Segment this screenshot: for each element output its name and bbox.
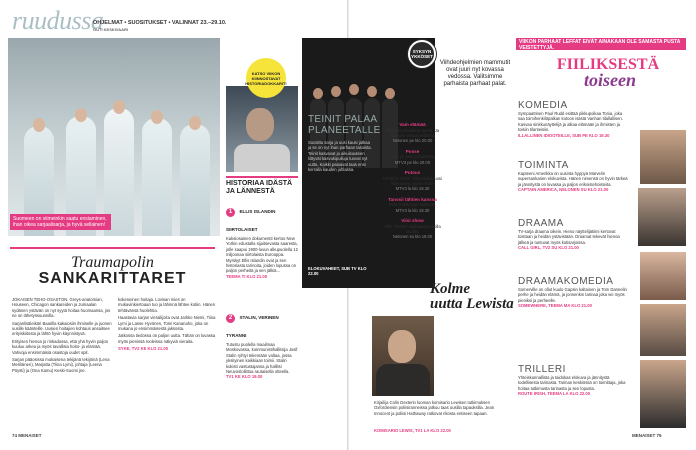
- list-item-title: Vain elämää: [399, 122, 426, 127]
- history-item-text: Tutustu puolella maailmaa Moskovassa, kommunistihallitsija Josif Stalin ryhtyi tekemään valtaa, jossa yksityinen kaikkiaan toimii. Stalin kukisti vastustajansa ja hallitsi Neuvostoliittoa rautaisella otteella.: [226, 342, 298, 375]
- history-item-text: Kaksiosainen dokumentti kertoo New Yorkin edustalla sijaitsevasta saaresta, jolle saapui 1900-luvun alkupuolella 12 miljoonaa siirtolaista Eurooppa. Myrskyt Ellis Islandin ovat ja sen historiasta tarinoita, joiden lopussa on paljon perheitä ja sen jälkiä...: [226, 236, 298, 274]
- category-title: KOMEDIA: [518, 100, 568, 111]
- lewis-suit: [376, 364, 430, 396]
- lewis-text: Kirjailija Colin Dexterin luoman komisario Lewisen tutkimuksen Oxfordiensin poliisiranneissa jatkuu taas uusilla tapauksilla. Jean Innocent ja poliisi Hathaway ratkovat rikosta entiseen tapaan.: [374, 400, 495, 416]
- history-item-title: ELLIS ISLANDIN SIIRTOLAISET: [226, 209, 276, 232]
- hero-paragraph: Sarjan pääosissa mukaisena tekijänä tekijöinä (Lena Meriläinen), Marjatta (Tiina Lymi), johtaja (Leena Pöysti) ja (Ona Kamu) Keski-Suomi jne.: [12, 357, 110, 373]
- history-item-credit: TEEMA TI KLO 21.00: [226, 273, 268, 279]
- list-item-credit: MTV3 pe klo 20.00: [394, 159, 431, 165]
- history-number: 1: [226, 208, 235, 217]
- actor-photo-comedy: [640, 130, 686, 184]
- list-item-credit: Nelonen pe klo 20.00: [392, 138, 433, 144]
- history-item-title: STALIN, VERINEN TYRANNI: [226, 315, 279, 338]
- list-item: [380, 149, 445, 165]
- list-item-title: Tanssii tähtien kanssa: [388, 196, 437, 202]
- movies-title-line2: toiseen: [584, 70, 636, 90]
- footer-right: MENAISET 75: [632, 433, 662, 438]
- cast-head: [385, 88, 395, 99]
- hero-paragraph: Haastavia sarjan vierailijoita ovat Jarkko Niemi, Tiina Lymi ja Lasse Hyvönen, Tomi Kananaho, joka on mukana jo ensimmäisestä jaksosta.: [118, 315, 216, 332]
- category-text: Sympaattinen Paul Rudd esittää pikkupoikaa Tonia, joka saa toimihenkilöpalkan kotoon isästä Vanhan tilallallisen. Kasvaa sinkkunäyttelijä ja alkaa elämään ja ihmisten ja toisiin tilanteisiin.: [518, 111, 623, 133]
- autumn-intro: Viihdeohjelmien mammutit ovat juuri nyt kovassa vedossa. Valitsimme parhaista parhaat palat.: [439, 60, 511, 87]
- list-item-text: Pete Parkkosen tuikkaus.: [388, 202, 437, 208]
- hero-credit: SYKE, TV2 KE KLO 21.00: [118, 346, 169, 352]
- hero-title-line1: Traumapolin: [71, 254, 154, 271]
- section-subtitle: OHJELMAT • SUOSITUKSET • VALINNAT 23.–29.10.: [93, 20, 227, 26]
- nurse-head: [189, 116, 201, 130]
- list-item-credit: Nelonen su klo 19.00: [392, 234, 433, 240]
- list-item: [380, 170, 445, 192]
- list-item: [380, 218, 445, 240]
- hero-title-line2: SANKARITTARET: [38, 270, 187, 287]
- movie-category-thriller: [518, 364, 628, 396]
- footer-left: 74 MENAISET: [12, 433, 42, 438]
- movies-title-line1: FIILIKSESTÄ: [556, 56, 660, 73]
- category-text: TV-sarja draama oikein. Hieno näyttelijätiimi kertovat toistaan ja heidän ystävistään. Draamat tekevät hienoa jälkeä ja tuntuvat myös kotisarjoissa.: [518, 229, 620, 245]
- section-title: ruudussa: [12, 6, 104, 35]
- planet-title: TEINIT PALAA PLANEETALLE: [308, 114, 381, 136]
- category-title: DRAAMAKOMEDIA: [518, 276, 614, 287]
- stalin-face: [246, 108, 274, 141]
- list-item: [380, 122, 445, 144]
- lewis-title-line2: uutta Lewista: [430, 296, 514, 312]
- category-credit: ROUTE IRISH, TEEMA LA KLO 22.00: [518, 391, 591, 397]
- nurse-figure: [180, 124, 210, 236]
- actor-photo-dramedy: [640, 304, 686, 356]
- movie-category-dramedy: [518, 276, 628, 308]
- list-item-text: Ville Virtasen kaltaisena virolla lavalla.: [384, 223, 441, 234]
- lewis-title: [430, 282, 514, 312]
- autumn-badge: SYKSYN YKKÖSET: [408, 40, 436, 68]
- movie-category-drama: [518, 218, 628, 250]
- history-item-1: [226, 200, 298, 279]
- planet-text: Suosittu sarja ja uusi kausi jatkaa ja se on nyt ihan parhaan tasoista. Teinit kasvavat ja aikuisuuteen liittyvät kasvukipuiluja tuovat nyt uutta. Kaikki palaavat taas ensi kerralla kauden juhlassa.: [308, 140, 372, 173]
- actor-photo-action: [638, 188, 686, 246]
- category-credit: SOMEWHERE, TEEMA MA KLO 21.00: [518, 303, 592, 309]
- planet-credit: ELOKUVAHEET, SUB TV KLO 22.00: [308, 266, 367, 276]
- category-credit: ILLALLINEN IDIOOTEILLE, SUB PE KLO 19.30: [518, 132, 610, 138]
- category-title: DRAAMA: [518, 218, 564, 229]
- lewis-photo: [372, 316, 434, 396]
- list-item-title: Viisi show: [401, 218, 424, 224]
- nurse-head: [75, 108, 87, 122]
- list-item-credit: MTV3 la klo 19.30: [395, 186, 430, 192]
- list-item-title: Posse: [405, 148, 420, 154]
- hero-rule: [10, 247, 215, 249]
- list-item-credit: MTV3 la klo 19.30: [395, 207, 430, 213]
- hero-caption: Suomeen on viimeinkin saatu ensiaminen, ihan oikea sarjaalisarja, ja hyvä sellainen!: [10, 214, 111, 230]
- nurse-figure: [142, 118, 172, 236]
- category-text: Kapteeni Amerikka on uusinta hyppyä Marvelin supersankarien elokuvista. Hänen nimensä on hyvin tärkeä ja jännitystä on luvassa ja paljon erikoistehoisteita.: [518, 171, 628, 187]
- category-credit: CALL GIRL, TV2 SU KLO 21.00: [518, 245, 579, 251]
- cast-head: [331, 86, 341, 97]
- cast-head: [349, 84, 359, 95]
- category-text: Yhteiskunnallista ja taidokas elokuva ja jännitystä todellisesta tarinasta. Tarinan keskiössä on toimittaja, joka hoitaa tutkimusta tarinasta ja sen lopusta.: [518, 375, 626, 391]
- hero-paragraph: JOKAISEN TEHO-OSASTON. Greys-anatomian, Houseen, Chicagon sankareiden ja Jumaalan sydänen ystävän on nyt syytä hoitaa huomaansa, jos ne on lähetyssuunnilla.: [12, 297, 111, 319]
- category-title: TRILLERI: [518, 364, 566, 375]
- cast-head: [313, 88, 323, 99]
- list-item-text: Elastinen keväissä tyrmä. Ja Samulin vakaalat silmät.: [385, 127, 440, 138]
- history-number: 2: [226, 314, 235, 323]
- lewis-credit: KOMISARIO LEWIS, TV1 LA KLO 22.00: [374, 428, 451, 433]
- movie-category-comedy: [518, 100, 628, 138]
- nurse-head: [33, 118, 45, 132]
- nurses-photo: [8, 38, 220, 236]
- category-title: TOIMINTA: [518, 160, 569, 171]
- actor-photo-thriller: [640, 360, 686, 428]
- history-item-credit: TV1 KE KLO 19.00: [226, 374, 263, 380]
- hero-paragraph: Erityisen hienoa jo rinkadossa, että yhä hyvin paljon kuuluu arkea ja myös tavallisia hoito- ja elämää. Vahvoja ensimmäisiä osastoja uudet opit.: [12, 338, 109, 355]
- history-item-2: [226, 306, 298, 379]
- nurse-head: [113, 100, 125, 114]
- category-text: Somerville on ollut kuulo Gapsin kaltainen ja Tom Dannelin perhe ja heidän elämä, ja jonnenkin tarinaa joka vei myös pieniksi ja perheelle.: [518, 287, 627, 303]
- history-title: HISTORIAA IDÄSTÄ JA LÄNNESTÄ: [226, 180, 293, 195]
- movie-category-action: [518, 160, 628, 192]
- history-rule: [226, 176, 298, 178]
- stalin-photo: [226, 86, 298, 172]
- list-item-text: Akun ja Juan juttusohva.: [389, 154, 436, 160]
- category-credit: CAPTAIN AMERICA, NELONEN SU KLO 21.00: [518, 187, 609, 193]
- hero-paragraph: Jatkossa tiedossa on paljon uutta. Tähän on luvassa myös pienissä rooleissa näkyviä vieraita.: [118, 333, 216, 344]
- nurse-head: [151, 110, 163, 124]
- history-callout-badge: KATSO VIIKON KIINNOSTAVAT HISTORIADOKKARIT!: [246, 58, 286, 98]
- lewis-title-line1: Kolme: [430, 281, 470, 297]
- hero-paragraph: kokeneinen hoitaja. Lovisan mies on mukavinkiertoaan tuo ja lähinnä lähtee kotiin. Hänen tehtävänsä huolehtia.: [118, 297, 216, 313]
- section-author: OUTI KESKIVAARI: [93, 27, 129, 32]
- list-item: [380, 197, 445, 213]
- lewis-face: [388, 330, 416, 363]
- stalin-uniform: [234, 144, 290, 172]
- list-item-title: Putous: [404, 170, 421, 176]
- list-item-text: Kristiina “Kissi” Vähä-miian uusi kilta orava Salme Pasi.: [383, 175, 442, 186]
- actor-photo-drama: [640, 252, 686, 300]
- movies-banner: VIIKON PARHAAT LEFFAT EIVÄT AINAKAAN OLE SAMASTA PUSTA VEISTETTYJÄ.: [516, 38, 686, 50]
- hero-body-col2: [118, 297, 218, 352]
- cast-head: [367, 86, 377, 97]
- hero-paragraph: Sarjanlisäleikäri Baarilla kakaiosiin ihmiselle ja juonen uusille käänteille. Uusien hoitajien kohtaus ansaitsee erityiskiitosta ja lähtö hyvin käynnistyvä.: [12, 320, 112, 337]
- hero-body-col1: [12, 297, 112, 375]
